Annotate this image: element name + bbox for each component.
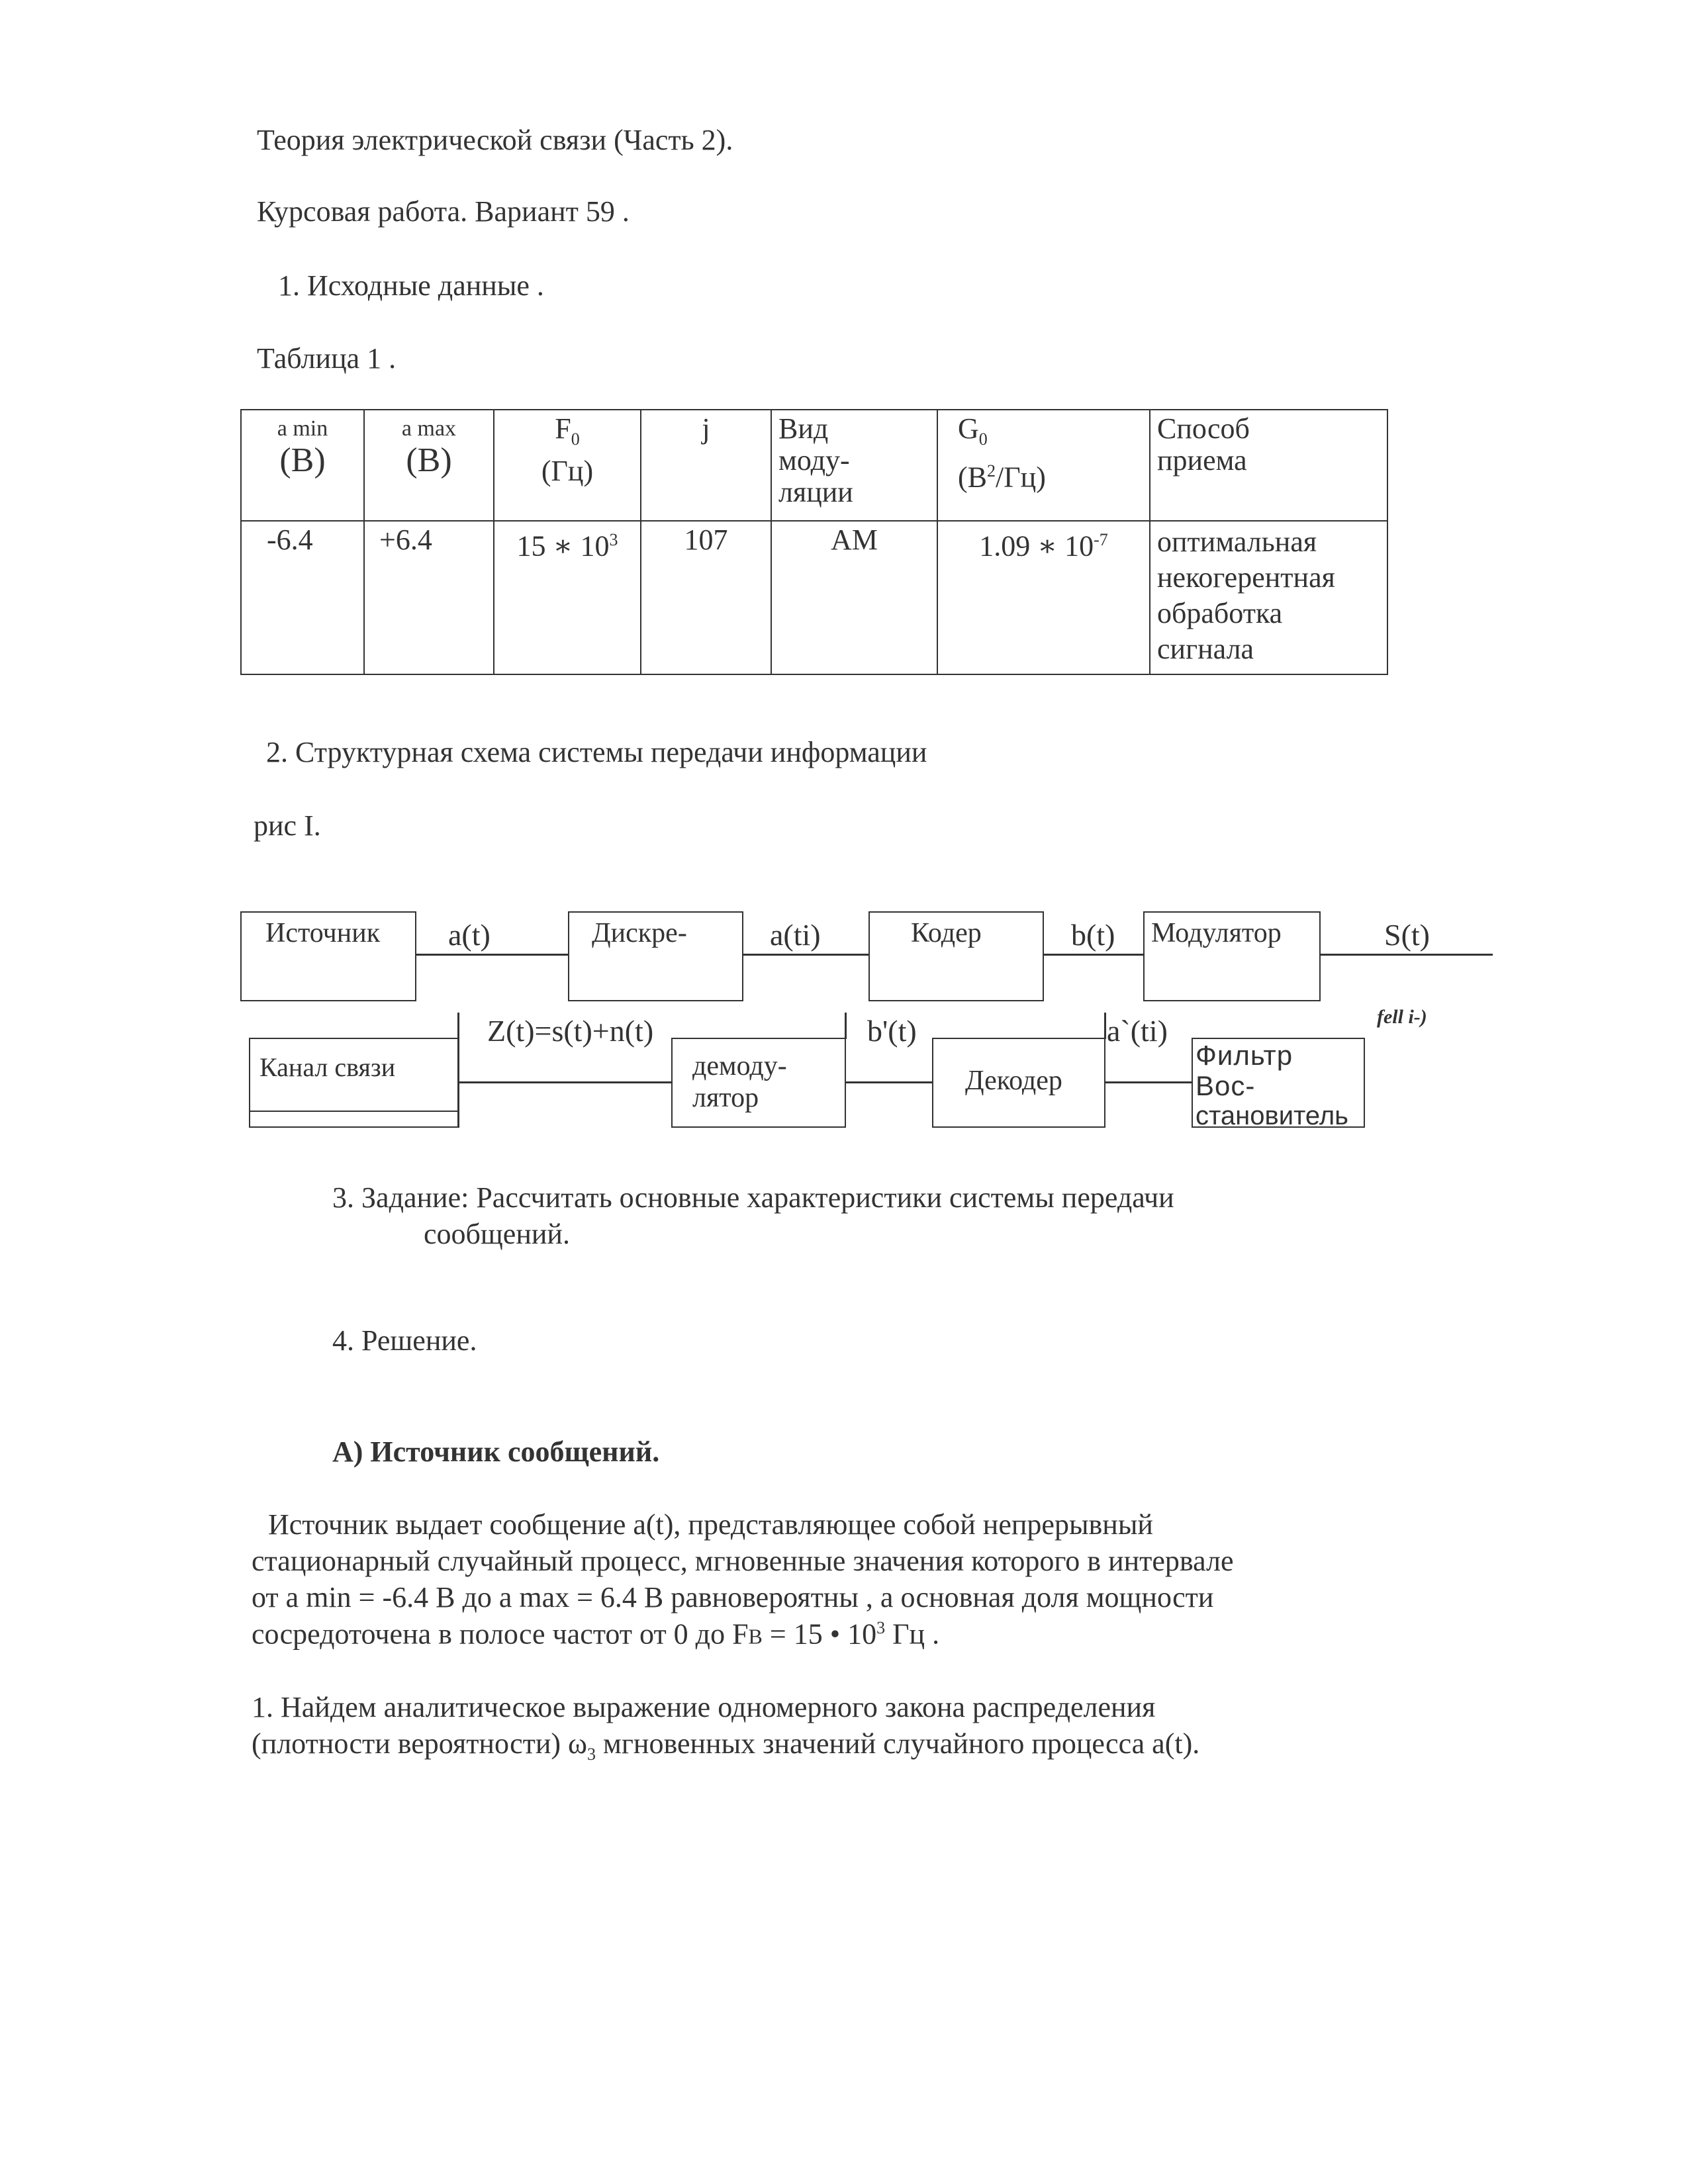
source-section-heading: А) Источник сообщений. <box>332 1435 660 1468</box>
task1-line-1: 1. Найдем аналитическое выражение одномерного закона распределения <box>252 1691 1156 1723</box>
channel-top-line <box>249 1038 459 1039</box>
discretizer-label: Дискре- <box>592 918 687 948</box>
channel-label: Канал связи <box>259 1052 396 1082</box>
channel-right-line <box>457 1013 459 1128</box>
header-j: j <box>641 410 771 521</box>
modulator-label: Модулятор <box>1151 918 1282 948</box>
filter-label-3: становитель <box>1196 1101 1349 1130</box>
source-paragraph-line-1: Источник выдает сообщение a(t), представляющее собой непрерывный <box>268 1508 1153 1541</box>
table-data-row <box>241 521 1387 674</box>
task-line-2: сообщений. <box>424 1218 570 1250</box>
header-g0: $G_0$ $(В^2/Гц)$ <box>937 410 1150 521</box>
connector-discretizer-coder <box>743 954 868 956</box>
value-amin: -6.4 <box>241 521 364 674</box>
source-paragraph-line-3: от a min = -6.4 В до a max = 6.4 В равновероятны , а основная доля мощности <box>252 1581 1214 1614</box>
signal-bp-label: b'(t) <box>867 1014 917 1048</box>
signal-s-label: S(t) <box>1384 918 1430 952</box>
signal-f-label: fell i-) <box>1377 1006 1427 1028</box>
signal-z-label: Z(t)=s(t)+n(t) <box>487 1014 654 1048</box>
solution-heading: 4. Решение. <box>332 1324 477 1357</box>
signal-ati-label: a(ti) <box>770 918 821 952</box>
header-amax: a max (В) <box>364 410 494 521</box>
filter-block <box>1192 1038 1365 1128</box>
value-amax: +6.4 <box>364 521 494 674</box>
decoder-block <box>932 1038 1105 1128</box>
decoder-tick <box>1104 1013 1106 1039</box>
channel-bottom-line <box>249 1126 459 1128</box>
signal-ap-label: a`(ti) <box>1107 1014 1168 1048</box>
demodulator-label-2: лятор <box>692 1083 759 1113</box>
header-modulation: Вид моду- ляции <box>771 410 937 521</box>
task-line-1: 3. Задание: Рассчитать основные характеристики системы передачи <box>332 1181 1174 1214</box>
filter-label-2: Вос- <box>1196 1070 1256 1101</box>
demodulator-block <box>671 1038 846 1128</box>
channel-inner-line <box>249 1111 459 1112</box>
source-paragraph-line-4: сосредоточена в полосе частот от 0 до FB = 15 • $10^3$ Гц . <box>252 1617 940 1651</box>
coder-block <box>868 911 1044 1001</box>
table-header-row <box>241 410 1387 521</box>
modulator-block <box>1143 911 1321 1001</box>
value-modulation: АМ <box>771 521 937 674</box>
document-subtitle: Курсовая работа. Вариант 59 . <box>257 195 630 228</box>
discretizer-block <box>568 911 743 1001</box>
value-j: 107 <box>641 521 771 674</box>
signal-a-label: a(t) <box>448 918 491 952</box>
coder-label: Кодер <box>911 918 982 948</box>
header-f0: $F_0$ (Гц) <box>494 410 641 521</box>
source-block <box>240 911 416 1001</box>
value-f0: 15 ∗ $10^3$ <box>494 521 641 674</box>
connector-modulator-output <box>1321 954 1493 956</box>
decoder-label: Декодер <box>965 1066 1062 1096</box>
connector-coder-modulator <box>1044 954 1143 956</box>
value-reception-method: оптимальная некогерентная обработка сигнала <box>1150 521 1387 674</box>
value-g0: 1.09 ∗ $10^{-7}$ <box>937 521 1150 674</box>
demodulator-tick <box>845 1013 847 1039</box>
connector-channel-demodulator <box>459 1081 671 1083</box>
table-caption: Таблица 1 . <box>257 342 397 375</box>
signal-b-label: b(t) <box>1071 918 1115 952</box>
task1-line-2: (плотности вероятности) $\omega_3$ мгновенных значений случайного процесса a(t). <box>252 1727 1200 1764</box>
initial-data-table <box>240 409 1388 675</box>
document-title: Теория электрической связи (Часть 2). <box>257 124 733 156</box>
header-reception-method: Способ приема <box>1150 410 1387 521</box>
header-amin: a min (В) <box>241 410 364 521</box>
filter-label-1: Фильтр <box>1196 1040 1293 1071</box>
source-label: Источник <box>265 918 381 948</box>
source-paragraph-line-2: стационарный случайный процесс, мгновенные значения которого в интервале <box>252 1545 1234 1577</box>
section-2-heading: 2. Структурная схема системы передачи информации <box>266 736 927 768</box>
channel-left-line <box>249 1038 250 1128</box>
section-1-heading: 1. Исходные данные . <box>278 269 544 302</box>
figure-caption: рис I. <box>254 809 321 842</box>
demodulator-label-1: демоду- <box>692 1051 787 1081</box>
connector-demodulator-decoder <box>846 1081 932 1083</box>
connector-decoder-filter <box>1105 1081 1192 1083</box>
connector-source-discretizer <box>416 954 568 956</box>
